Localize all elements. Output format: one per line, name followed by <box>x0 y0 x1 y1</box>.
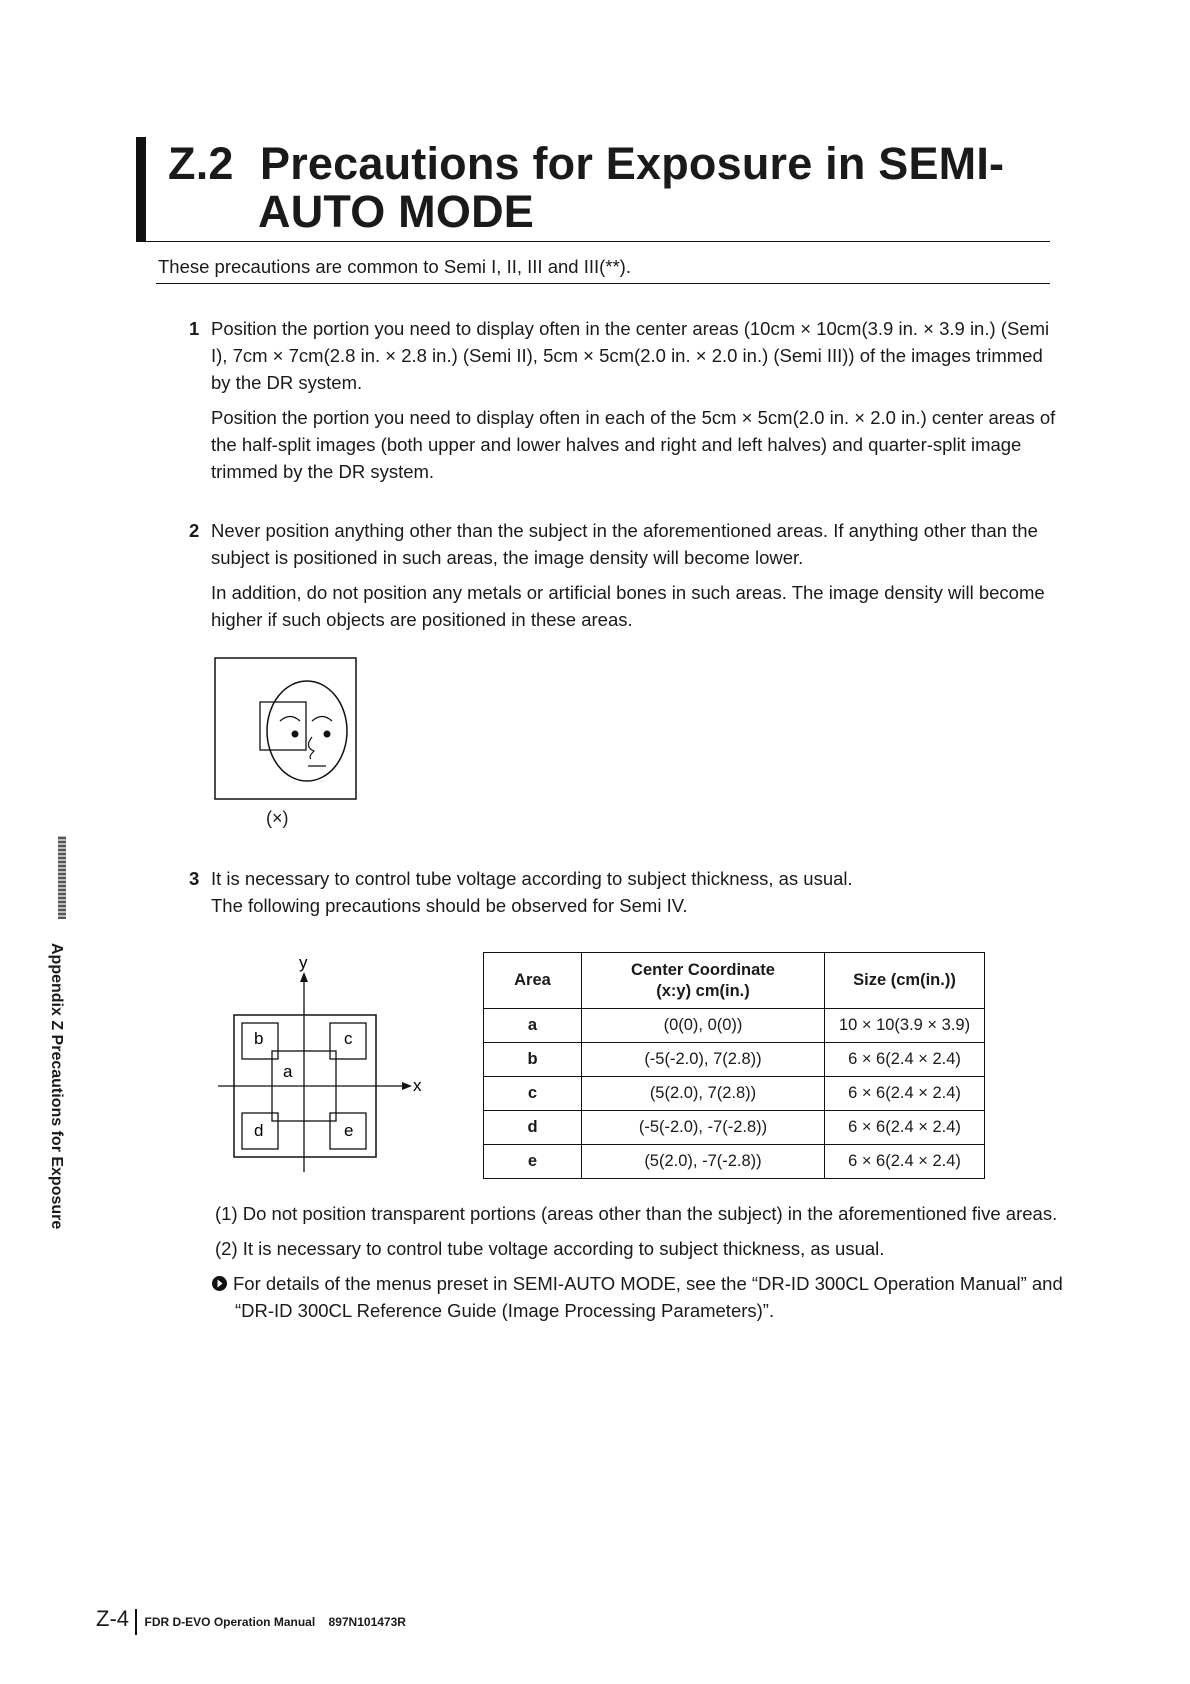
footer-divider <box>135 1609 137 1635</box>
item-number: 3 <box>189 868 200 889</box>
note-reference-text: For details of the menus preset in SEMI-AUTO MODE, see the “DR-ID 300CL Operation Manual” and “DR-ID 300CL Reference Guide (Image Processing Parameters)”. <box>233 1273 1063 1321</box>
table-cell-coordinate: (5(2.0), -7(-2.8)) <box>582 1145 825 1179</box>
page-title <box>168 140 1004 236</box>
list-item-2 <box>189 517 1059 641</box>
table-cell-coordinate: (0(0), 0(0)) <box>582 1009 825 1043</box>
notes <box>215 1200 1065 1332</box>
table-row <box>484 1009 985 1043</box>
item-paragraph: The following precautions should be observed for Semi IV. <box>211 895 688 916</box>
table-cell-coordinate: (-5(-2.0), 7(2.8)) <box>582 1043 825 1077</box>
area-label-a: a <box>283 1062 293 1081</box>
title-line-1: Precautions for Exposure in SEMI- <box>260 138 1005 189</box>
list-item-3 <box>189 865 1059 919</box>
manual-name: FDR D-EVO Operation Manual <box>144 1615 316 1629</box>
item-paragraph: In addition, do not position any metals or artificial bones in such areas. The image density will become higher if such objects are positioned in these areas. <box>211 582 1045 630</box>
table-row <box>484 1145 985 1179</box>
item-number: 2 <box>189 520 200 541</box>
note-2: (2) It is necessary to control tube voltage according to subject thickness, as usual. <box>215 1238 885 1259</box>
note-reference <box>211 1270 1065 1324</box>
side-label-text: Appendix Z Precautions for Exposure <box>48 943 65 1230</box>
page-number: Z-4 <box>96 1606 129 1631</box>
area-label-e: e <box>344 1121 354 1140</box>
table-row <box>484 1077 985 1111</box>
item-paragraph: Position the portion you need to display often in the center areas (10cm × 10cm(3.9 in. × 3.9 in.) (Semi I), 7cm × 7cm(2.8 in. × 2.8 in.) (Semi II), 5cm × 5cm(2.0 in. × 2.0 in.) (Semi III)) of the images trimmed by the DR system. <box>211 318 1050 393</box>
x-axis-label: x <box>413 1076 422 1095</box>
table-row <box>484 1043 985 1077</box>
note-1: (1) Do not position transparent portions (areas other than the subject) in the aforementioned five areas. <box>215 1203 1058 1224</box>
table-cell-coordinate: (-5(-2.0), -7(-2.8)) <box>582 1111 825 1145</box>
table-header-line: Center Coordinate <box>631 960 775 979</box>
footer <box>96 1606 406 1635</box>
table-header: Size (cm(in.)) <box>825 953 985 1009</box>
table-cell-area: d <box>484 1111 582 1145</box>
y-axis-label: y <box>299 953 308 972</box>
arrow-circle-icon <box>211 1275 228 1292</box>
area-axis-figure <box>210 950 430 1172</box>
intro-text: These precautions are common to Semi I, II, III and III(**). <box>158 256 631 277</box>
manual-code: 897N101473R <box>328 1615 406 1629</box>
table-cell-area: e <box>484 1145 582 1179</box>
list-item-1 <box>189 315 1059 493</box>
table-cell-size: 6 × 6(2.4 × 2.4) <box>825 1111 985 1145</box>
title-line-2: AUTO MODE <box>258 186 534 237</box>
table-row <box>484 1111 985 1145</box>
item-number: 1 <box>189 318 200 339</box>
heading-bar <box>136 137 146 242</box>
area-label-c: c <box>344 1029 353 1048</box>
intro-rule <box>156 283 1050 284</box>
face-figure <box>212 655 362 805</box>
item-paragraph: It is necessary to control tube voltage according to subject thickness, as usual. <box>211 868 853 889</box>
section-number: Z.2 <box>168 138 234 189</box>
table-cell-size: 10 × 10(3.9 × 3.9) <box>825 1009 985 1043</box>
heading-rule <box>146 241 1050 242</box>
area-table <box>483 952 985 1179</box>
area-label-d: d <box>254 1121 264 1140</box>
table-cell-coordinate: (5(2.0), 7(2.8)) <box>582 1077 825 1111</box>
table-header-line: (x:y) cm(in.) <box>656 981 750 1000</box>
side-tab-marker <box>58 836 66 919</box>
table-header-row <box>484 953 985 1009</box>
table-cell-size: 6 × 6(2.4 × 2.4) <box>825 1145 985 1179</box>
table-cell-size: 6 × 6(2.4 × 2.4) <box>825 1043 985 1077</box>
table-cell-area: a <box>484 1009 582 1043</box>
face-figure-caption: (×) <box>266 808 289 828</box>
table-cell-area: c <box>484 1077 582 1111</box>
table-header <box>582 953 825 1009</box>
item-paragraph: Position the portion you need to display often in each of the 5cm × 5cm(2.0 in. × 2.0 in.) center areas of the half-split images (both upper and lower halves and right and left halves) and quarter-split image trimmed by the DR system. <box>211 407 1056 482</box>
area-label-b: b <box>254 1029 264 1048</box>
table-cell-size: 6 × 6(2.4 × 2.4) <box>825 1077 985 1111</box>
table-header: Area <box>484 953 582 1009</box>
table-cell-area: b <box>484 1043 582 1077</box>
side-label <box>47 943 75 1258</box>
item-paragraph: Never position anything other than the subject in the aforementioned areas. If anything other than the subject is positioned in such areas, the image density will become lower. <box>211 520 1038 568</box>
